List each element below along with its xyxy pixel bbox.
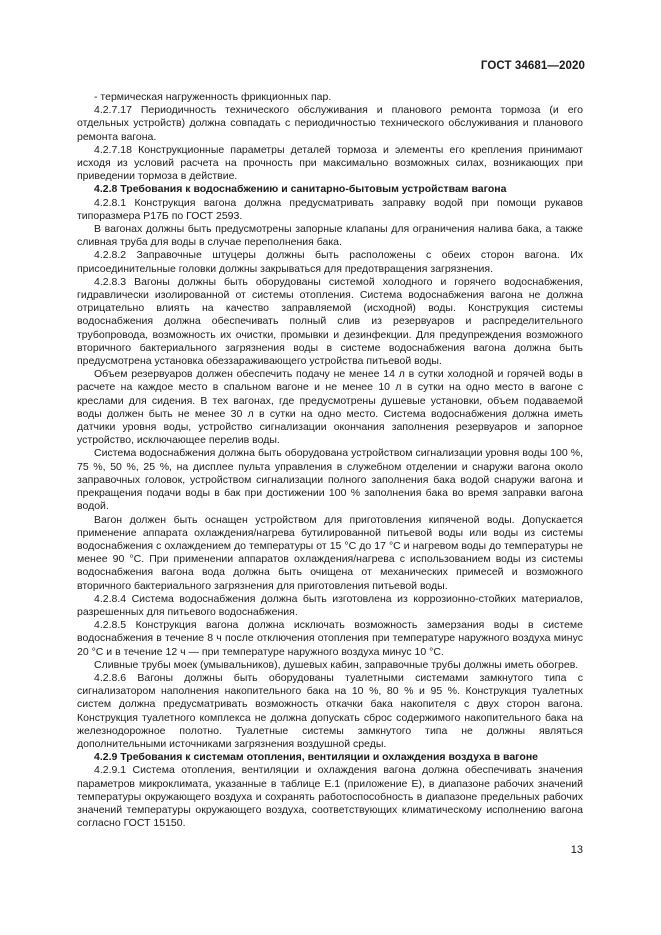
paragraph: 4.2.8.3 Вагоны должны быть оборудованы системой холодного и горячего водоснабжения, гидравлически изолированной от системы отопления. Система водоснабжения вагона не должна отрицательно влиять на качество заправляемой (исходной) воды. Конструкция системы водоснабжения должна обеспечивать полный слив из резервуаров и распределительного трубопровода, возможность их очистки, промывки и дезинфекции. Для предупреждения возможного вторичного бактериального загрязнения воды в системе водоснабжения вагона должна быть предусмотрена установка обеззараживающего устройства питьевой воды. bbox=[77, 275, 583, 368]
standard-header: ГОСТ 34681—2020 bbox=[480, 60, 585, 72]
paragraph: 4.2.8.5 Конструкция вагона должна исключать возможность замерзания воды в системе водоснабжения в течение 8 ч после отключения отопления при температуре наружного воздуха минус 20 °С и в течение 12 ч — при температуре наружного воздуха минус 10 °С. bbox=[77, 619, 583, 658]
paragraph: 4.2.7.17 Периодичность технического обслуживания и планового ремонта тормоза (и его отдельных устройств) должна совпадать с периодичностью технического обслуживания и планового ремонта вагона. bbox=[77, 104, 583, 143]
paragraph: 4.2.8.1 Конструкция вагона должна предусматривать заправку водой при помощи рукавов типоразмера Р17Б по ГОСТ 2593. bbox=[77, 196, 583, 222]
paragraph: В вагонах должны быть предусмотрены запорные клапаны для ограничения налива бака, а также сливная труба для воды в случае переполнения бака. bbox=[77, 223, 583, 249]
paragraph: - термическая нагруженность фрикционных пар. bbox=[94, 91, 332, 103]
page-number: 13 bbox=[570, 844, 583, 856]
section-heading: 4.2.8 Требования к водоснабжению и санитарно-бытовым устройствам вагона bbox=[94, 183, 507, 196]
paragraph: Вагон должен быть оснащен устройством для приготовления кипяченой воды. Допускается применение аппарата охлаждения/нагрева бутилированной питьевой воды или воды из системы водоснабжения с охлаждением до температуры от 15 °С до 17 °С и нагревом воды до температуры не менее 90 °С. При применении аппаратов охлаждения/нагрева с использованием воды из системы водоснабжения вагона вода должна быть очищена от механических примесей и возможного вторичного бактериального загрязнения для приготовления питьевой воды. bbox=[77, 513, 583, 592]
paragraph: 4.2.8.4 Система водоснабжения должна быть изготовлена из коррозионно-стойких материалов, разрешенных для питьевого водоснабжения. bbox=[77, 592, 583, 618]
document-body bbox=[77, 91, 583, 830]
paragraph: 4.2.8.6 Вагоны должны быть оборудованы туалетными системами замкнутого типа с сигнализатором наполнения накопительного бака на 10 %, 80 % и 95 %. Конструкция туалетных систем должна предусматривать возможность откачки бака накопителя с двух сторон вагона. Конструкция туалетного комплекса не должна допускать сброс содержимого накопительного бака на железнодорожное полотно. Туалетные системы замкнутого типа не должны являться дополнительными источниками загрязнения воздушной среды. bbox=[77, 671, 583, 750]
paragraph: 4.2.7.18 Конструкционные параметры деталей тормоза и элементы его крепления принимают исходя из условий расчета на прочность при максимально возможных силах, возникающих при приведении тормоза в действие. bbox=[77, 143, 583, 183]
paragraph: Система водоснабжения должна быть оборудована устройством сигнализации уровня воды 100 %, 75 %, 50 %, 25 %, на дисплее пульта управления в служебном отделении и снаружи вагона около заправочных головок, устройством сигнализации полного заполнения бака водой снаружи вагона и прекращения подачи воды в бак при достижении 100 % заполнения бака во время заправки вагона водой. bbox=[77, 447, 583, 513]
paragraph: Объем резервуаров должен обеспечить подачу не менее 14 л в сутки холодной и горячей воды в расчете на каждое место в спальном вагоне и не менее 10 л в сутки на одно место в вагоне с креслами для сидения. В тех вагонах, где предусмотрены душевые установки, объем подаваемой воды должен быть не менее 30 л в сутки на одно место. Система водоснабжения должна иметь датчики уровня воды, устройство сигнализации окончания заполнения резервуаров и запорное устройство, исключающее перелив воды. bbox=[77, 368, 583, 447]
section-heading: 4.2.9 Требования к системам отопления, вентиляции и охлаждения воздуха в вагоне bbox=[94, 751, 539, 764]
paragraph: 4.2.8.2 Заправочные штуцеры должны быть расположены с обеих сторон вагона. Их присоединительные головки должны закрываться для предотвращения загрязнения. bbox=[77, 249, 583, 275]
paragraph: Сливные трубы моек (умывальников), душевых кабин, заправочные трубы должны иметь обогрев. bbox=[94, 658, 579, 671]
paragraph: 4.2.9.1 Система отопления, вентиляции и охлаждения вагона должна обеспечивать значения параметров микроклимата, указанные в таблице Е.1 (приложение Е), в диапазоне рабочих значений температуры окружающего воздуха и сохранять работоспособность в диапазоне предельных рабочих значений температуры окружающего воздуха, соответствующих климатическому исполнению вагона согласно ГОСТ 15150. bbox=[77, 764, 583, 830]
